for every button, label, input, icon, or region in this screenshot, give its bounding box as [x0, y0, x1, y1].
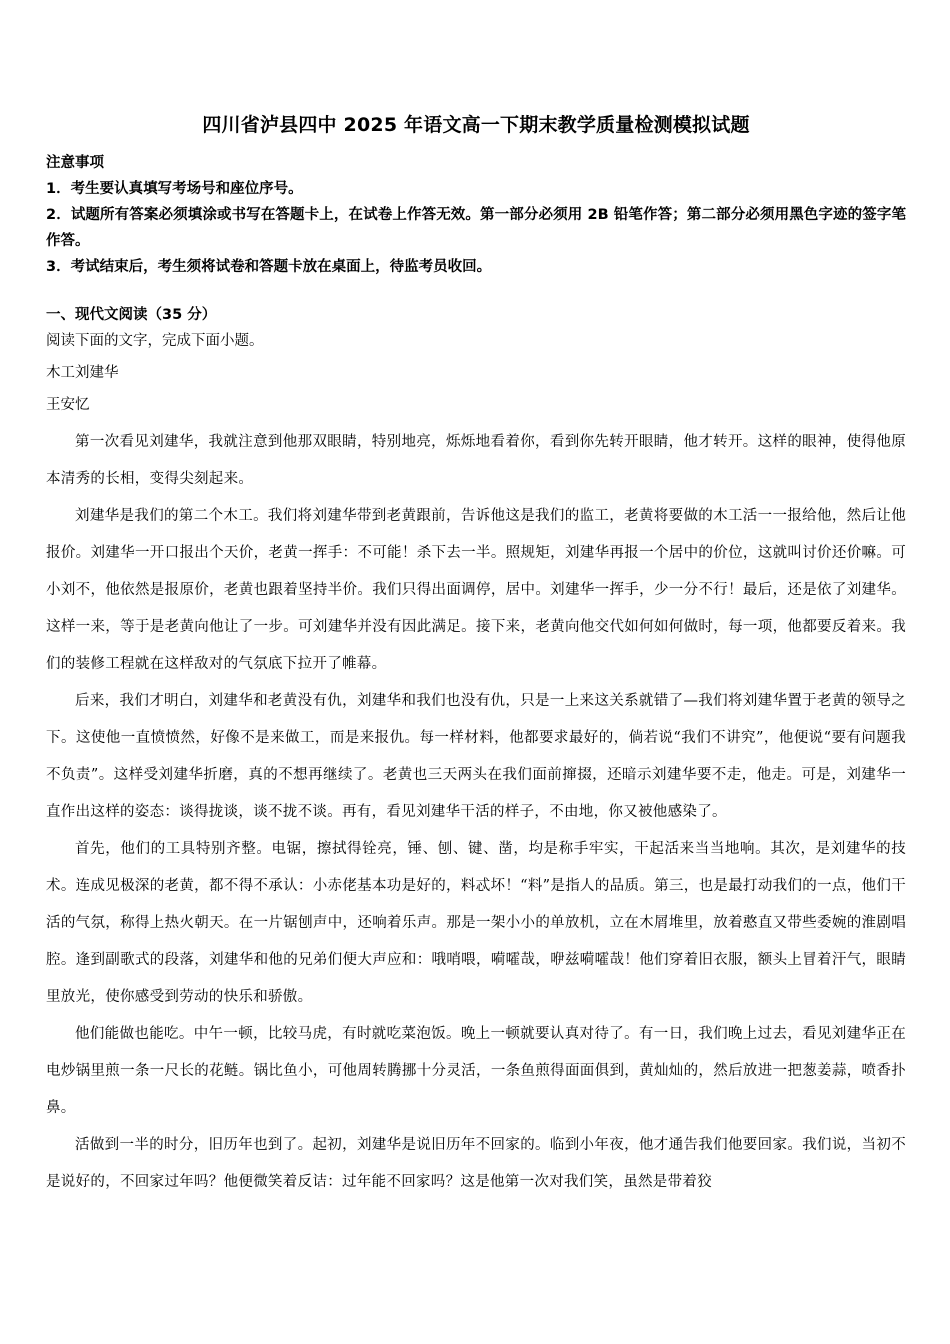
- article-paragraph: 他们能做也能吃。中午一顿，比较马虎，有时就吃菜泡饭。晚上一顿就要认真对待了。有一日，我们晚上过去，看见刘建华正在电炒锅里煎一条一尺长的花鲢。锅比鱼小，可他周转腾挪十分灵活，一条鱼煎得面面俱到，黄灿灿的，然后放进一把葱姜蒜，喷香扑鼻。: [46, 1026, 906, 1116]
- notice-item-3: 3．考试结束后，考生须将试卷和答题卡放在桌面上，待监考员收回。: [46, 259, 492, 275]
- article-paragraph: 第一次看见刘建华，我就注意到他那双眼睛，特别地亮，烁烁地看着你，看到你先转开眼睛，他才转开。这样的眼神，使得他原本清秀的长相，变得尖刻起来。: [46, 434, 906, 487]
- notice-block: [46, 150, 906, 280]
- article-body: [46, 424, 906, 1201]
- exam-title: 四川省泸县四中 2025 年语文高一下期末教学质量检测模拟试题: [202, 114, 750, 136]
- article-paragraph: 后来，我们才明白，刘建华和老黄没有仇，刘建华和我们也没有仇，只是一上来这关系就错了—我们将刘建华置于老黄的领导之下。这使他一直愤愤然，好像不是来做工，而是来报仇。每一样材料，他都要求最好的，倘若说“我们不讲究”，他便说“要有问题我不负责”。这样受刘建华折磨，真的不想再继续了。老黄也三天两头在我们面前撺掇，还暗示刘建华要不走，他走。可是，刘建华一直作出这样的姿态：谈得拢谈，谈不拢不谈。再有，看见刘建华干活的样子，不由地，你又被他感染了。: [46, 693, 906, 820]
- reading-section: [46, 302, 906, 1201]
- article-paragraph: 首先，他们的工具特别齐整。电锯，擦拭得铨亮，锤、刨、键、凿，均是称手牢实，干起活来当当地响。其次，是刘建华的技术。连成见极深的老黄，都不得不承认：小赤佬基本功是好的，料忒坏！“料”是指人的品质。第三，也是最打动我们的一点，他们干活的气氛，称得上热火朝天。在一片锯刨声中，还响着乐声。那是一架小小的单放机，立在木屑堆里，放着憨直又带些委婉的淮剧唱腔。逢到副歌式的段落，刘建华和他的兄弟们便大声应和：哦哨喂，嗬嚯哉，咿兹嗬嚯哉！他们穿着旧衣服，额头上冒着汗气，眼睛里放光，使你感受到劳动的快乐和骄傲。: [46, 841, 906, 1005]
- section-instruction: 阅读下面的文字，完成下面小题。: [46, 333, 264, 349]
- article-author: 王安忆: [46, 397, 90, 413]
- section-heading: 一、现代文阅读（35 分）: [46, 307, 217, 323]
- article-paragraph: 刘建华是我们的第二个木工。我们将刘建华带到老黄跟前，告诉他这是我们的监工，老黄将要做的木工活一一报给他，然后让他报价。刘建华一开口报出个天价，老黄一挥手：不可能！杀下去一半。照规矩，刘建华再报一个居中的价位，这就叫讨价还价嘛。可小刘不，他依然是报原价，老黄也跟着坚持半价。我们只得出面调停，居中。刘建华一挥手，少一分不行！最后，还是依了刘建华。这样一来，等于是老黄向他让了一步。可刘建华并没有因此满足。接下来，老黄向他交代如何如何做时，每一项，他都要反着来。我们的装修工程就在这样敌对的气氛底下拉开了帷幕。: [46, 508, 906, 672]
- notice-item-1: 1．考生要认真填写考场号和座位序号。: [46, 181, 303, 197]
- notice-item-2: 2．试题所有答案必须填涂或书写在答题卡上，在试卷上作答无效。第一部分必须用 2B 铅笔作答；第二部分必须用黑色字迹的签字笔作答。: [46, 207, 906, 249]
- article-paragraph: 活做到一半的时分，旧历年也到了。起初，刘建华是说旧历年不回家的。临到小年夜，他才通告我们他要回家。我们说，当初不是说好的，不回家过年吗？他便微笑着反诘：过年能不回家吗？这是他第一次对我们笑，虽然是带着狡: [46, 1137, 906, 1190]
- article-title: 木工刘建华: [46, 365, 119, 381]
- notice-heading: 注意事项: [46, 155, 104, 171]
- exam-page: [46, 108, 906, 1201]
